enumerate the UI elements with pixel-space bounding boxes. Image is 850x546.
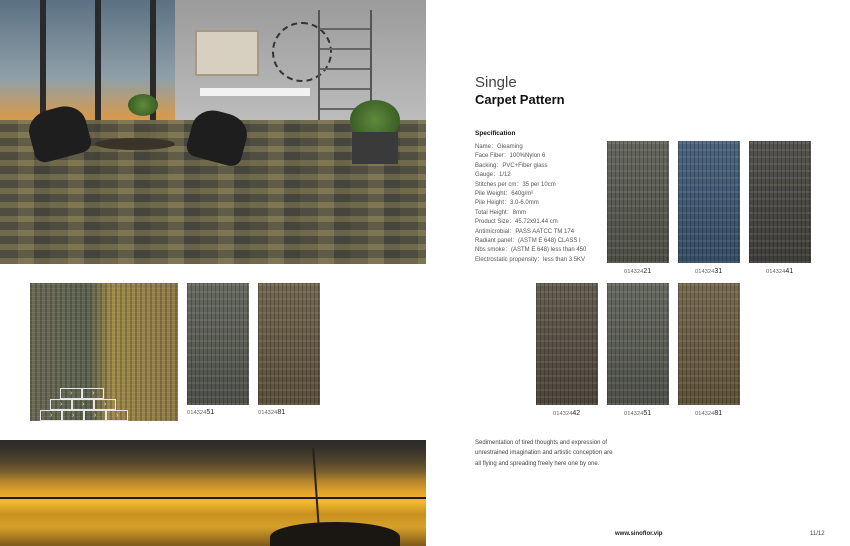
- arrow-right-icon: ›: [40, 410, 62, 421]
- title-line-2: Carpet Pattern: [475, 92, 565, 107]
- spec-item: Pile Height：3.0-6.0mm: [475, 200, 539, 207]
- swatch-01432421: [607, 141, 669, 263]
- spec-item: Total Height：8mm: [475, 209, 527, 216]
- code-suffix: 81: [714, 410, 723, 417]
- arrow-right-icon: ›: [84, 410, 106, 421]
- code-suffix: 31: [714, 268, 723, 275]
- swatch-code: [695, 410, 722, 417]
- office-room-photo: [0, 0, 426, 264]
- spec-item: Electrostatic propensity：less than 3.5KV: [475, 256, 586, 263]
- swatch-01432481: [258, 283, 320, 405]
- swatch-01432481: [678, 283, 740, 405]
- spec-item: Face Fiber：100%Nylon 6: [475, 153, 546, 160]
- code-prefix: 014324: [766, 269, 786, 275]
- swatch-code: [766, 268, 793, 275]
- code-suffix: 51: [643, 410, 652, 417]
- desk: [200, 88, 310, 96]
- website-link[interactable]: www.sinoflor.vip: [615, 531, 663, 537]
- swatch-code: [187, 409, 214, 416]
- code-suffix: 42: [572, 410, 581, 417]
- specification-list: [475, 143, 600, 265]
- spec-item: Product Size：45.72x91.44 cm: [475, 219, 558, 226]
- arrow-right-icon: ›: [94, 399, 116, 410]
- swatch-code: [624, 410, 651, 417]
- code-prefix: 014324: [695, 269, 715, 275]
- spec-item: Antimicrobial：PASS AATCC TM 174: [475, 228, 575, 235]
- potted-plant: [128, 94, 158, 116]
- page-number: 11/12: [810, 531, 825, 537]
- spec-item: Pile Weight：640g/m²: [475, 191, 534, 198]
- arrow-right-icon: ›: [72, 399, 94, 410]
- swatch-01432442: [536, 283, 598, 405]
- arrow-right-icon: ›: [106, 410, 128, 421]
- coffee-table: [95, 138, 175, 150]
- arrow-right-icon: ›: [82, 388, 104, 399]
- swatch-01432431: [678, 141, 740, 263]
- spec-item: Radiant panel：(ASTM E 648) CLASS I: [475, 238, 581, 245]
- swatch-01432451: [607, 283, 669, 405]
- swatch-01432441: [749, 141, 811, 263]
- code-prefix: 014324: [258, 410, 278, 416]
- code-prefix: 014324: [695, 411, 715, 417]
- swatch-code: [553, 410, 580, 417]
- swatch-code: [695, 268, 722, 275]
- cloud-layer: [0, 440, 426, 480]
- plant-pot: [352, 132, 398, 164]
- description-text: Sedimentation of tired thoughts and expression of unrestrained imagination and artistic conception are all flying and spreading freely here one by one.: [475, 440, 613, 467]
- code-suffix: 41: [785, 268, 794, 275]
- code-suffix: 21: [643, 268, 652, 275]
- code-prefix: 014324: [624, 411, 644, 417]
- rock-island: [270, 522, 400, 546]
- sunset-lake-photo: [0, 440, 426, 546]
- code-prefix: 014324: [624, 269, 644, 275]
- arrow-right-icon: ›: [62, 410, 84, 421]
- horizon-line: [0, 497, 426, 499]
- arrow-right-icon: ›: [50, 399, 72, 410]
- spec-item: Stitches per cm：35 per 10cm: [475, 181, 556, 188]
- code-suffix: 51: [206, 409, 215, 416]
- pin-board: [195, 30, 259, 76]
- spec-item: Name：Gleaming: [475, 144, 523, 150]
- spec-item: Gauge：1/12: [475, 172, 511, 179]
- swatch-01432451: [187, 283, 249, 405]
- swatch-code: [258, 409, 285, 416]
- spec-item: Nbs smoke：(ASTM E 648) less than 450: [475, 247, 587, 254]
- specification-heading: Specification: [475, 130, 516, 137]
- title-line-1: Single: [475, 74, 517, 91]
- code-suffix: 81: [277, 409, 286, 416]
- code-prefix: 014324: [553, 411, 573, 417]
- swatch-code: [624, 268, 651, 275]
- tile-installation-preview: [30, 283, 178, 421]
- code-prefix: 014324: [187, 410, 207, 416]
- arrow-right-icon: ›: [60, 388, 82, 399]
- spec-item: Backing：PVC+Fiber glass: [475, 162, 548, 169]
